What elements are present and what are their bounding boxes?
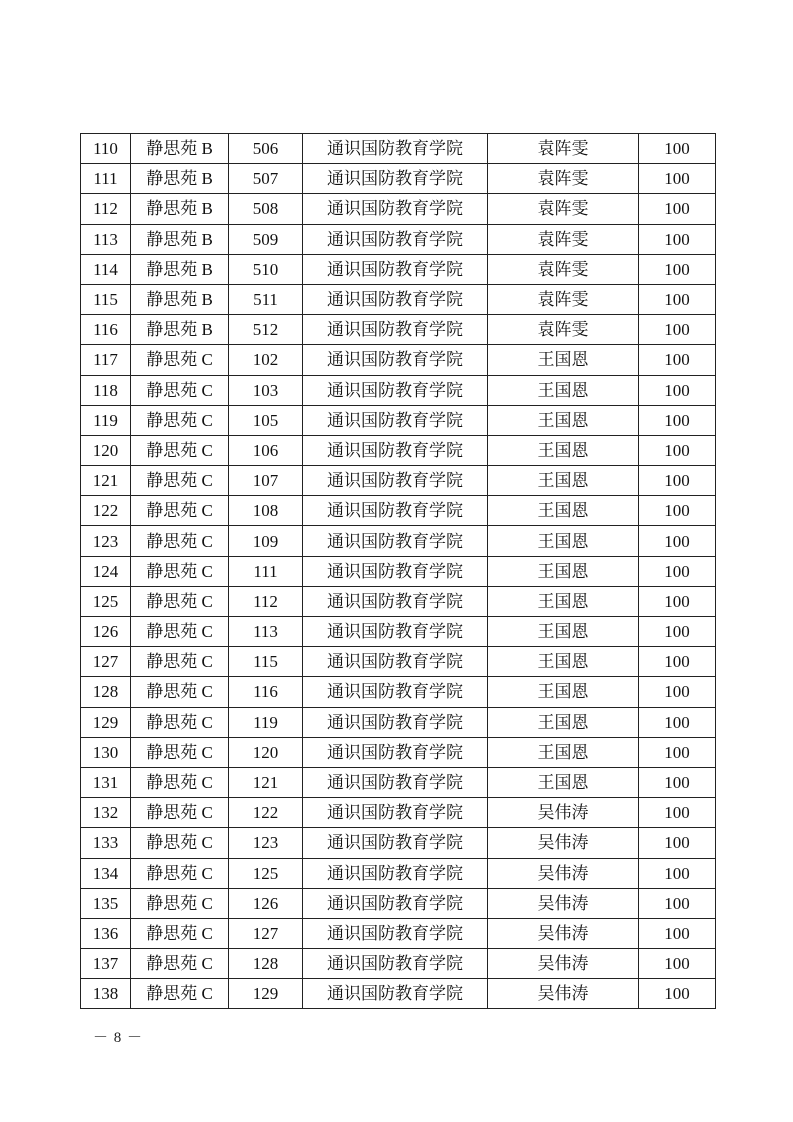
room-cell: 103 <box>229 375 303 405</box>
college-cell: 通识国防教育学院 <box>303 677 488 707</box>
seq-cell: 118 <box>81 375 131 405</box>
staff-cell: 吴伟涛 <box>488 979 639 1009</box>
table-row <box>81 375 716 405</box>
staff-cell: 袁阵雯 <box>488 134 639 164</box>
table-row <box>81 405 716 435</box>
room-cell: 126 <box>229 888 303 918</box>
room-cell: 510 <box>229 254 303 284</box>
staff-cell: 王国恩 <box>488 586 639 616</box>
staff-cell: 袁阵雯 <box>488 284 639 314</box>
seq-cell: 121 <box>81 466 131 496</box>
college-cell: 通识国防教育学院 <box>303 737 488 767</box>
table-row <box>81 918 716 948</box>
seq-cell: 131 <box>81 767 131 797</box>
college-cell: 通识国防教育学院 <box>303 405 488 435</box>
college-cell: 通识国防教育学院 <box>303 435 488 465</box>
seq-cell: 123 <box>81 526 131 556</box>
staff-cell: 王国恩 <box>488 466 639 496</box>
building-cell: 静思苑 C <box>131 466 229 496</box>
table-row <box>81 586 716 616</box>
room-cell: 129 <box>229 979 303 1009</box>
college-cell: 通识国防教育学院 <box>303 254 488 284</box>
table-row <box>81 134 716 164</box>
score-cell: 100 <box>639 496 716 526</box>
room-cell: 506 <box>229 134 303 164</box>
score-cell: 100 <box>639 828 716 858</box>
seq-cell: 134 <box>81 858 131 888</box>
building-cell: 静思苑 B <box>131 254 229 284</box>
seq-cell: 117 <box>81 345 131 375</box>
score-cell: 100 <box>639 798 716 828</box>
seq-cell: 112 <box>81 194 131 224</box>
table-row <box>81 888 716 918</box>
table-row <box>81 707 716 737</box>
seq-cell: 120 <box>81 435 131 465</box>
building-cell: 静思苑 C <box>131 737 229 767</box>
staff-cell: 袁阵雯 <box>488 254 639 284</box>
table-row <box>81 647 716 677</box>
room-cell: 106 <box>229 435 303 465</box>
building-cell: 静思苑 C <box>131 767 229 797</box>
college-cell: 通识国防教育学院 <box>303 466 488 496</box>
table-row <box>81 435 716 465</box>
college-cell: 通识国防教育学院 <box>303 918 488 948</box>
staff-cell: 袁阵雯 <box>488 224 639 254</box>
building-cell: 静思苑 B <box>131 315 229 345</box>
building-cell: 静思苑 C <box>131 979 229 1009</box>
building-cell: 静思苑 B <box>131 194 229 224</box>
staff-cell: 吴伟涛 <box>488 918 639 948</box>
seq-cell: 136 <box>81 918 131 948</box>
score-cell: 100 <box>639 647 716 677</box>
building-cell: 静思苑 B <box>131 134 229 164</box>
staff-cell: 吴伟涛 <box>488 949 639 979</box>
staff-cell: 袁阵雯 <box>488 194 639 224</box>
room-cell: 115 <box>229 647 303 677</box>
college-cell: 通识国防教育学院 <box>303 164 488 194</box>
room-cell: 512 <box>229 315 303 345</box>
staff-cell: 王国恩 <box>488 526 639 556</box>
table-row <box>81 767 716 797</box>
table-row <box>81 194 716 224</box>
staff-cell: 王国恩 <box>488 435 639 465</box>
room-cell: 112 <box>229 586 303 616</box>
score-cell: 100 <box>639 707 716 737</box>
score-cell: 100 <box>639 949 716 979</box>
room-cell: 127 <box>229 918 303 948</box>
building-cell: 静思苑 C <box>131 435 229 465</box>
table-row <box>81 858 716 888</box>
room-cell: 111 <box>229 556 303 586</box>
staff-cell: 王国恩 <box>488 737 639 767</box>
seq-cell: 132 <box>81 798 131 828</box>
building-cell: 静思苑 C <box>131 617 229 647</box>
college-cell: 通识国防教育学院 <box>303 556 488 586</box>
table-row <box>81 224 716 254</box>
table-row <box>81 979 716 1009</box>
seq-cell: 113 <box>81 224 131 254</box>
staff-cell: 王国恩 <box>488 556 639 586</box>
table-row <box>81 164 716 194</box>
score-cell: 100 <box>639 888 716 918</box>
staff-cell: 王国恩 <box>488 707 639 737</box>
seq-cell: 116 <box>81 315 131 345</box>
score-cell: 100 <box>639 405 716 435</box>
room-cell: 120 <box>229 737 303 767</box>
room-cell: 125 <box>229 858 303 888</box>
building-cell: 静思苑 C <box>131 496 229 526</box>
college-cell: 通识国防教育学院 <box>303 828 488 858</box>
table-row <box>81 677 716 707</box>
college-cell: 通识国防教育学院 <box>303 315 488 345</box>
college-cell: 通识国防教育学院 <box>303 858 488 888</box>
staff-cell: 吴伟涛 <box>488 798 639 828</box>
staff-cell: 王国恩 <box>488 375 639 405</box>
building-cell: 静思苑 C <box>131 949 229 979</box>
building-cell: 静思苑 C <box>131 858 229 888</box>
table-row <box>81 617 716 647</box>
building-cell: 静思苑 C <box>131 405 229 435</box>
seq-cell: 133 <box>81 828 131 858</box>
seq-cell: 127 <box>81 647 131 677</box>
staff-cell: 吴伟涛 <box>488 888 639 918</box>
score-cell: 100 <box>639 858 716 888</box>
seq-cell: 128 <box>81 677 131 707</box>
seq-cell: 125 <box>81 586 131 616</box>
staff-cell: 袁阵雯 <box>488 315 639 345</box>
room-cell: 113 <box>229 617 303 647</box>
seq-cell: 126 <box>81 617 131 647</box>
table-body <box>81 134 716 1009</box>
score-cell: 100 <box>639 435 716 465</box>
score-cell: 100 <box>639 466 716 496</box>
room-cell: 511 <box>229 284 303 314</box>
table-row <box>81 496 716 526</box>
building-cell: 静思苑 B <box>131 164 229 194</box>
building-cell: 静思苑 C <box>131 526 229 556</box>
building-cell: 静思苑 C <box>131 888 229 918</box>
score-cell: 100 <box>639 164 716 194</box>
college-cell: 通识国防教育学院 <box>303 798 488 828</box>
seq-cell: 110 <box>81 134 131 164</box>
room-cell: 508 <box>229 194 303 224</box>
room-cell: 109 <box>229 526 303 556</box>
college-cell: 通识国防教育学院 <box>303 949 488 979</box>
room-cell: 116 <box>229 677 303 707</box>
room-cell: 102 <box>229 345 303 375</box>
college-cell: 通识国防教育学院 <box>303 767 488 797</box>
staff-cell: 王国恩 <box>488 496 639 526</box>
score-cell: 100 <box>639 345 716 375</box>
college-cell: 通识国防教育学院 <box>303 496 488 526</box>
building-cell: 静思苑 C <box>131 677 229 707</box>
room-cell: 121 <box>229 767 303 797</box>
score-cell: 100 <box>639 254 716 284</box>
seq-cell: 122 <box>81 496 131 526</box>
room-cell: 107 <box>229 466 303 496</box>
dormitory-table <box>80 133 716 1009</box>
staff-cell: 王国恩 <box>488 647 639 677</box>
table-row <box>81 526 716 556</box>
seq-cell: 129 <box>81 707 131 737</box>
room-cell: 128 <box>229 949 303 979</box>
score-cell: 100 <box>639 677 716 707</box>
college-cell: 通识国防教育学院 <box>303 707 488 737</box>
college-cell: 通识国防教育学院 <box>303 617 488 647</box>
seq-cell: 130 <box>81 737 131 767</box>
score-cell: 100 <box>639 586 716 616</box>
seq-cell: 124 <box>81 556 131 586</box>
building-cell: 静思苑 C <box>131 798 229 828</box>
score-cell: 100 <box>639 224 716 254</box>
seq-cell: 115 <box>81 284 131 314</box>
college-cell: 通识国防教育学院 <box>303 647 488 677</box>
building-cell: 静思苑 C <box>131 647 229 677</box>
building-cell: 静思苑 C <box>131 375 229 405</box>
seq-cell: 111 <box>81 164 131 194</box>
score-cell: 100 <box>639 375 716 405</box>
score-cell: 100 <box>639 315 716 345</box>
room-cell: 507 <box>229 164 303 194</box>
staff-cell: 王国恩 <box>488 405 639 435</box>
college-cell: 通识国防教育学院 <box>303 284 488 314</box>
building-cell: 静思苑 C <box>131 345 229 375</box>
staff-cell: 王国恩 <box>488 677 639 707</box>
building-cell: 静思苑 C <box>131 707 229 737</box>
room-cell: 123 <box>229 828 303 858</box>
score-cell: 100 <box>639 134 716 164</box>
building-cell: 静思苑 B <box>131 224 229 254</box>
seq-cell: 119 <box>81 405 131 435</box>
seq-cell: 114 <box>81 254 131 284</box>
college-cell: 通识国防教育学院 <box>303 979 488 1009</box>
college-cell: 通识国防教育学院 <box>303 586 488 616</box>
score-cell: 100 <box>639 556 716 586</box>
building-cell: 静思苑 B <box>131 284 229 314</box>
college-cell: 通识国防教育学院 <box>303 888 488 918</box>
building-cell: 静思苑 C <box>131 918 229 948</box>
college-cell: 通识国防教育学院 <box>303 375 488 405</box>
table-row <box>81 284 716 314</box>
college-cell: 通识国防教育学院 <box>303 224 488 254</box>
score-cell: 100 <box>639 526 716 556</box>
score-cell: 100 <box>639 767 716 797</box>
room-cell: 108 <box>229 496 303 526</box>
score-cell: 100 <box>639 979 716 1009</box>
staff-cell: 吴伟涛 <box>488 828 639 858</box>
room-cell: 122 <box>229 798 303 828</box>
score-cell: 100 <box>639 737 716 767</box>
score-cell: 100 <box>639 284 716 314</box>
building-cell: 静思苑 C <box>131 828 229 858</box>
table-row <box>81 828 716 858</box>
seq-cell: 137 <box>81 949 131 979</box>
table-row <box>81 254 716 284</box>
college-cell: 通识国防教育学院 <box>303 345 488 375</box>
college-cell: 通识国防教育学院 <box>303 134 488 164</box>
room-cell: 105 <box>229 405 303 435</box>
staff-cell: 王国恩 <box>488 345 639 375</box>
room-cell: 509 <box>229 224 303 254</box>
table-row <box>81 315 716 345</box>
score-cell: 100 <box>639 918 716 948</box>
table-row <box>81 737 716 767</box>
seq-cell: 135 <box>81 888 131 918</box>
seq-cell: 138 <box>81 979 131 1009</box>
table-row <box>81 466 716 496</box>
building-cell: 静思苑 C <box>131 556 229 586</box>
building-cell: 静思苑 C <box>131 586 229 616</box>
page-number: － 8 － <box>93 1030 144 1046</box>
staff-cell: 袁阵雯 <box>488 164 639 194</box>
staff-cell: 王国恩 <box>488 767 639 797</box>
staff-cell: 吴伟涛 <box>488 858 639 888</box>
table-row <box>81 949 716 979</box>
college-cell: 通识国防教育学院 <box>303 194 488 224</box>
staff-cell: 王国恩 <box>488 617 639 647</box>
score-cell: 100 <box>639 194 716 224</box>
room-cell: 119 <box>229 707 303 737</box>
table-row <box>81 798 716 828</box>
table-row <box>81 556 716 586</box>
college-cell: 通识国防教育学院 <box>303 526 488 556</box>
score-cell: 100 <box>639 617 716 647</box>
table-row <box>81 345 716 375</box>
